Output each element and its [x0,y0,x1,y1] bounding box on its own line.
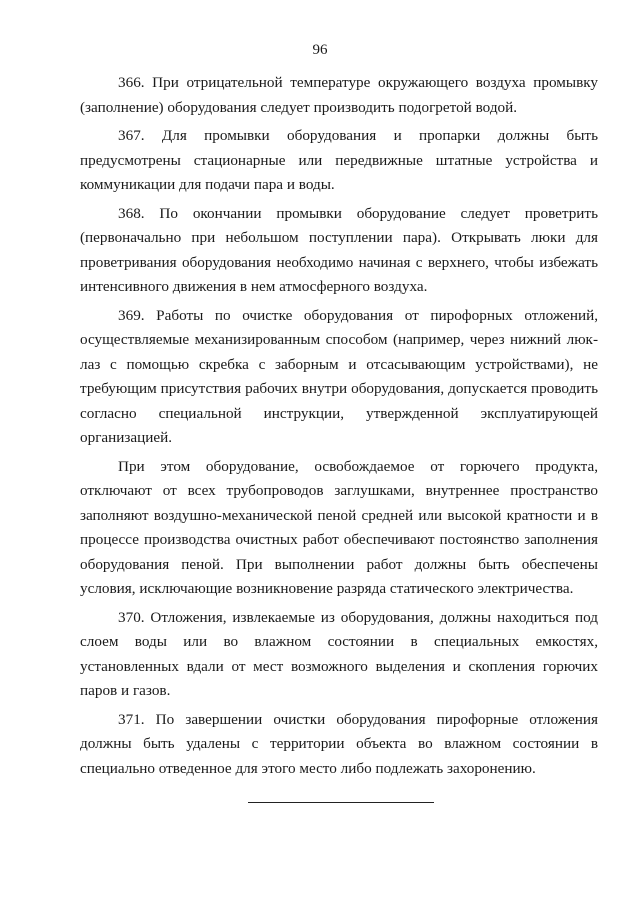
document-body [80,71,598,785]
paragraph-366: 366. При отрицательной температуре окружающего воздуха промывку (заполнение) оборудования следует производить подогретой водой. [80,74,598,116]
paragraph-369-continuation: При этом оборудование, освобождаемое от горючего продукта, отключают от всех трубопроводов заглушками, внутреннее пространство заполняют воздушно-механической пеной средней или высокой кратности и в процессе производства очистных работ обеспечивают постоянство заполнения оборудования пеной. При выполнении работ должны быть обеспечены условия, исключающие возникновение разряда статического электричества. [80,457,598,597]
paragraph-368: 368. По окончании промывки оборудование следует проветрить (первоначально при небольшом поступлении пара). Открывать люки для проветривания оборудования необходимо начиная с верхнего, чтобы избежать интенсивного движения в нем атмосферного воздуха. [80,204,598,295]
page-number: 96 [312,42,328,58]
paragraph-371: 371. По завершении очистки оборудования пирофорные отложения должны быть удалены с территории объекта во влажном состоянии в специально отведенное для этого место либо подлежать захоронению. [80,710,598,777]
paragraph-370: 370. Отложения, извлекаемые из оборудования, должны находиться под слоем воды или во влажном состоянии в специальных емкостях, установленных вдали от мест возможного выделения и скопления горючих паров и газов. [80,608,598,699]
end-of-text-divider [248,802,434,803]
paragraph-369: 369. Работы по очистке оборудования от пирофорных отложений, осуществляемые механизированным способом (например, через нижний люк-лаз с помощью скребка с заборным и отсасывающим устройствами), не требующим присутствия рабочих внутри оборудования, допускается проводить согласно специальной инструкции, утвержденной эксплуатирующей организацией. [80,306,598,446]
paragraph-367: 367. Для промывки оборудования и пропарки должны быть предусмотрены стационарные или передвижные штатные устройства и коммуникации для подачи пара и воды. [80,127,598,193]
